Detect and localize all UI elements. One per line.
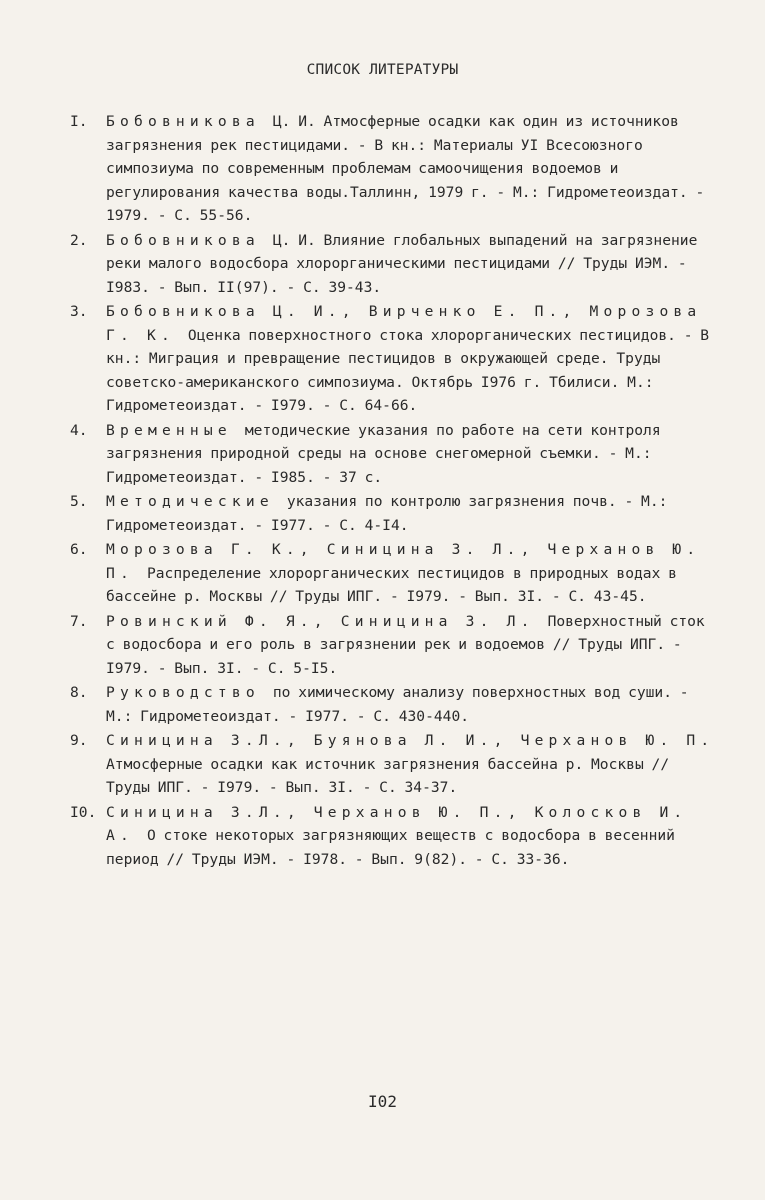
reference-item [70,110,720,228]
reference-item [70,681,720,728]
reference-item [70,538,720,609]
reference-number: 4. [70,421,88,439]
reference-number: 3. [70,303,88,320]
reference-text: Поверхностный сток с водосбора и его роль в загрязнении рек и водоемов // Труды ИПГ. - I979. - Вып. 3I. - С. 5-I5. [106,612,705,677]
reference-text: Распределение хлорорганических пестицидов в природных водах в бассейне р. Москвы // Труды ИПГ. - I979. - Вып. 3I. - С. 43-45. [106,564,677,605]
reference-author: Бобовникова [106,113,273,130]
reference-number: 9. [70,732,88,749]
reference-text: Оценка поверхностного стока хлорорганических пестицидов. - В кн.: Миграция и превращение пестицидов в окружающей среде. Труды советско-американского симпозиума. Октябрь I976 г. Тбилиси. М.: Гидрометеоиздат. - I979. - С. 64-66. [106,326,710,414]
reference-author: Синицина З.Л., Черханов Ю. П., Колосков И. А. [106,803,688,844]
reference-text: Атмосферные осадки как источник загрязнения бассейна р. Москвы // Труды ИПГ. - I979. - Вып. 3I. - С. 34-37. [106,755,670,796]
reference-number: 8. [70,684,88,701]
reference-item [70,610,720,681]
reference-number: I0. [70,803,97,821]
reference-item [70,300,720,418]
reference-author: Бобовникова Ц. И., Вирченко Е. П., Морозова Г. К. [106,303,702,344]
reference-number: I. [70,113,88,130]
page-number: I02 [368,1092,397,1111]
reference-author: Методические [106,493,287,510]
reference-item [70,229,720,300]
reference-author: Морозова Г. К., Синицина З. Л., Черханов Ю. П. [106,541,701,582]
reference-text: по химическому анализу поверхностных вод суши. - М.: Гидрометеоиздат. - I977. - С. 430-440. [106,684,689,725]
reference-item [70,729,720,800]
reference-item [70,490,720,537]
reference-author: Ровинский Ф. Я., Синицина З. Л. [106,612,548,630]
reference-number: 7. [70,612,88,630]
reference-text: указания по контролю загрязнения почв. - М.: Гидрометеоиздат. - I977. - С. 4-I4. [106,493,668,534]
reference-author: Синицина З.Л., Буянова Л. И., Черханов Ю. П. [106,732,715,749]
reference-text: О стоке некоторых загрязняющих веществ с водосбора в весенний период // Труды ИЭМ. - I978. - Вып. 9(82). - С. 33-36. [106,827,675,868]
reference-text: методические указания по работе на сети контроля загрязнения природной среды на основе снегомерной съемки. - М.: Гидрометеоиздат. - I985. - 37 с. [106,421,661,486]
reference-number: 5. [70,493,88,510]
reference-author: Руководство [106,684,273,701]
reference-text: Ц. И. Влияние глобальных выпадений на загрязнение реки малого водосбора хлорорганическими пестицидами // Труды ИЭМ. - I983. - Вып. II(97). - С. 39-43. [106,231,698,296]
reference-number: 6. [70,541,88,558]
reference-item [70,419,720,490]
reference-list [70,110,720,872]
reference-item [70,801,720,872]
reference-author: Бобовникова [106,231,273,249]
reference-number: 2. [70,231,88,249]
reference-text: Ц. И. Атмосферные осадки как один из источников загрязнения рек пестицидами. - В кн.: Материалы УI Всесоюзного симпозиума по современным проблемам самоочищения водоемов и регулирования качества воды.Таллинн, 1979 г. - М.: Гидрометеоиздат. - 1979. - С. 55-56. [106,113,705,224]
reference-author: Временные [106,421,245,439]
page-title: СПИСОК ЛИТЕРАТУРЫ [306,62,459,78]
